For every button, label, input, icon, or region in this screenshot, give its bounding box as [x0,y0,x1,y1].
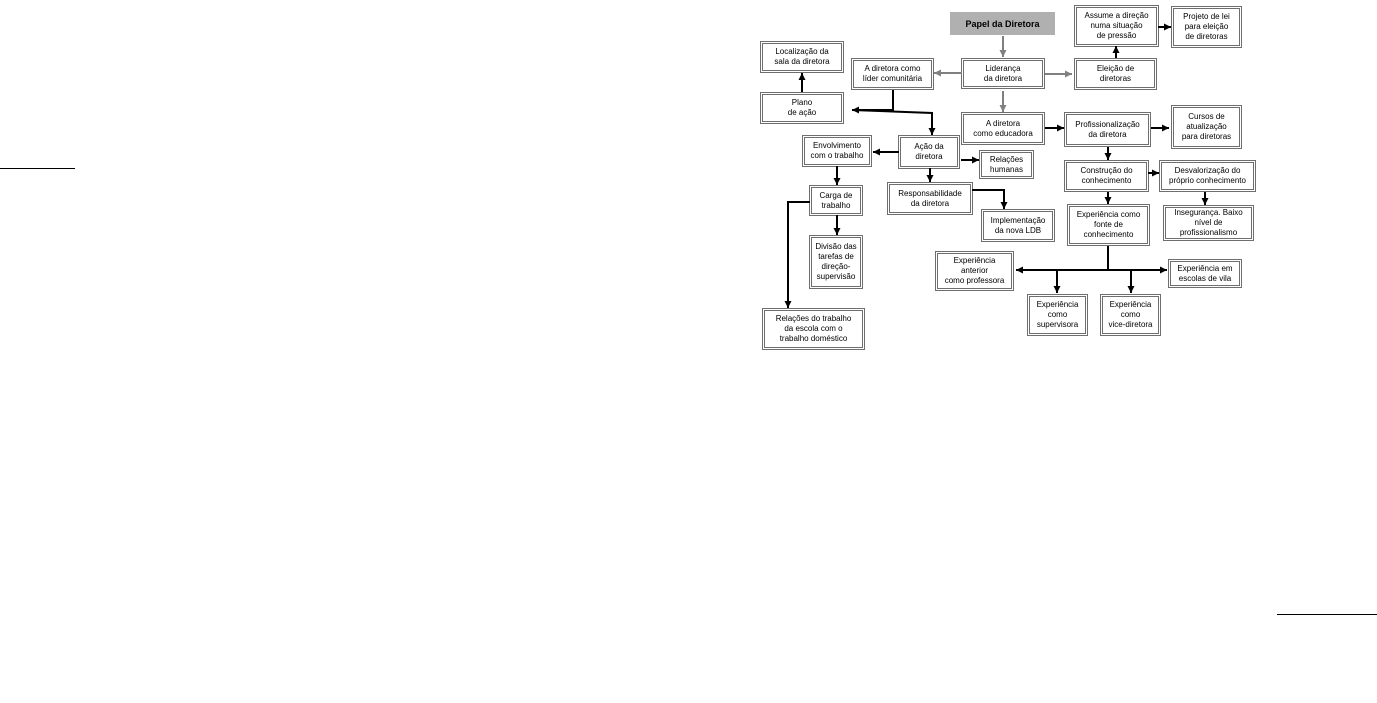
node-assume: Assume a direção numa situação de pressão [1076,7,1157,45]
node-inseguranca: Insegurança. Baixo nível de profissionalismo [1165,207,1252,239]
edge-experiencia-fonte-to-exp-vila [1108,267,1167,274]
edge-acao-to-envolvimento [873,149,899,156]
edge-educadora-to-profissionalizacao [1045,125,1064,132]
node-exp-anterior: Experiência anterior como professora [937,253,1012,289]
node-experiencia-fonte: Experiência como fonte de conhecimento [1069,206,1148,244]
node-lider: A diretora como líder comunitária [853,60,932,88]
edge-assume-to-projeto [1158,24,1171,31]
node-cursos: Cursos de atualização para diretoras [1173,107,1240,147]
edge-eleicao-to-assume [1113,46,1120,58]
edge-acao-to-responsabilidade [927,168,934,182]
node-projeto: Projeto de lei para eleição de diretoras [1173,8,1240,46]
node-relacoes: Relações humanas [981,152,1032,177]
node-envolvimento: Envolvimento com o trabalho [804,137,870,165]
node-relacoes-trabalho: Relações do trabalho da escola com o trabalho doméstico [764,310,863,348]
edge-plano-to-localizacao [799,73,806,92]
node-responsabilidade: Responsabilidade da diretora [889,184,971,213]
edge-construcao-to-experiencia-fonte [1105,192,1112,204]
edge-experiencia-fonte-to-exp-supervisora [1054,270,1061,293]
node-educadora: A diretora como educadora [963,114,1043,143]
node-carga: Carga de trabalho [811,187,861,214]
node-implementacao: Implementação da nova LDB [983,211,1053,240]
edge-plano-to-acao [852,110,936,135]
edge-carga-to-divisao [834,215,841,235]
edge-construcao-to-desvalorizacao [1148,170,1159,177]
edge-papel-to-lideranca [1000,36,1007,57]
node-acao: Ação da diretora [900,137,958,167]
edge-profissionalizacao-to-construcao [1105,147,1112,160]
node-exp-supervisora: Experiência como supervisora [1029,296,1086,334]
edge-desvalorizacao-to-inseguranca [1202,192,1209,205]
edge-lideranca-to-educadora [1000,91,1007,112]
node-exp-vice: Experiência como vice-diretora [1102,296,1159,334]
edge-envolvimento-to-carga [834,166,841,185]
node-divisao: Divisão das tarefas de direção- supervisão [811,237,861,287]
edge-acao-to-relacoes [961,157,979,164]
node-eleicao: Eleição de diretoras [1076,60,1155,88]
edge-profissionalizacao-to-cursos [1151,125,1169,132]
edge-experiencia-fonte-to-exp-vice [1128,270,1135,293]
edge-lideranca-to-lider [934,70,962,77]
edge-lideranca-to-eleicao [1045,71,1072,78]
node-lideranca: Liderança da diretora [963,60,1043,87]
node-profissionalizacao: Profissionalização da diretora [1066,114,1149,145]
node-plano: Plano de ação [762,94,842,122]
node-desvalorizacao: Desvalorização do próprio conhecimento [1161,162,1254,190]
edge-carga-to-relacoes-trabalho [785,202,811,308]
node-localizacao: Localização da sala da diretora [762,43,842,71]
node-papel: Papel da Diretora [950,12,1055,35]
edge-experiencia-fonte-to-exp-anterior [1016,246,1108,274]
edge-responsabilidade-to-implementacao [972,190,1008,209]
node-construcao: Construção do conhecimento [1066,162,1147,190]
node-exp-vila: Experiência em escolas de vila [1170,261,1240,286]
